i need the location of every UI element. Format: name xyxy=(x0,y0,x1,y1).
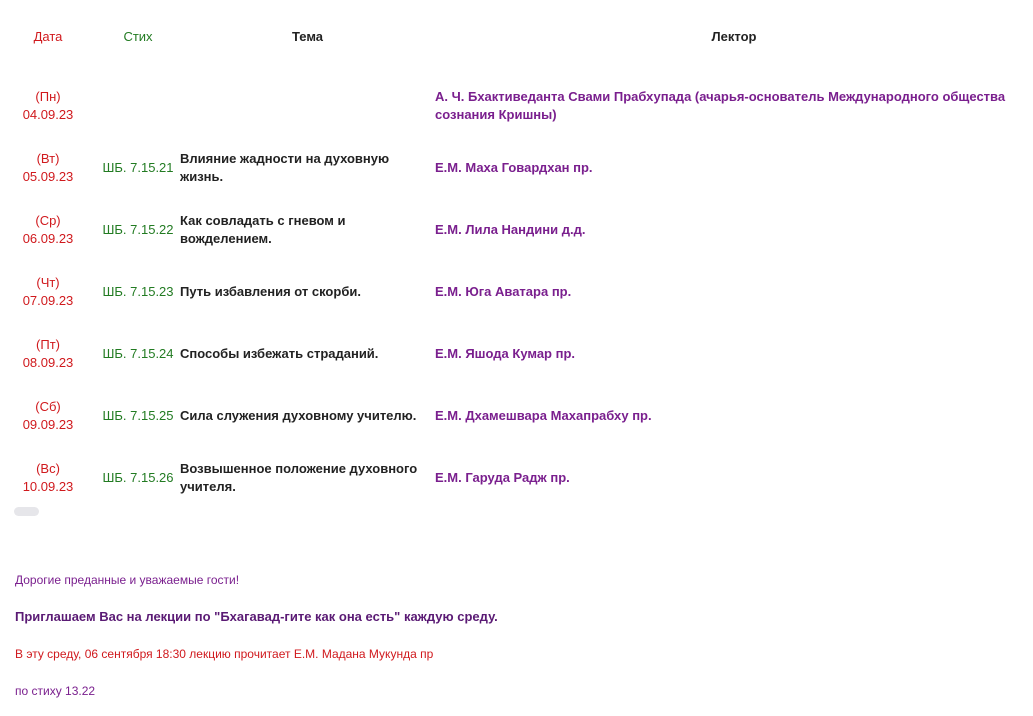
announcement-block xyxy=(15,572,1015,699)
date-cell xyxy=(0,75,96,137)
topic-cell: Сила служения духовному учителю. xyxy=(180,408,417,423)
table-row xyxy=(0,137,1033,199)
schedule-header-row xyxy=(0,0,1033,75)
announcement-this-week: В эту среду, 06 сентября 18:30 лекцию прочитает Е.М. Мадана Мукунда пр xyxy=(15,647,434,661)
announcement-verse: по стиху 13.22 xyxy=(15,684,96,698)
weekday: (Вт) xyxy=(36,151,60,166)
date-cell xyxy=(0,261,96,323)
lector-cell: Е.М. Гаруда Радж пр. xyxy=(435,470,570,485)
weekday: (Ср) xyxy=(35,213,61,228)
date: 04.09.23 xyxy=(22,107,74,122)
lector-cell: Е.М. Дхамешвара Махапрабху пр. xyxy=(435,408,652,423)
verse-cell: ШБ. 7.15.26 xyxy=(102,470,174,485)
table-row xyxy=(0,75,1033,137)
verse-cell: ШБ. 7.15.23 xyxy=(102,284,174,299)
date: 08.09.23 xyxy=(22,355,74,370)
date: 10.09.23 xyxy=(22,479,74,494)
date-cell xyxy=(0,385,96,447)
topic-cell xyxy=(180,75,435,137)
header-verse: Стих xyxy=(123,29,153,44)
table-row xyxy=(0,385,1033,447)
lector-cell: Е.М. Маха Говардхан пр. xyxy=(435,160,593,175)
date: 09.09.23 xyxy=(22,417,74,432)
weekday: (Вс) xyxy=(36,461,60,476)
horizontal-scrollbar-thumb[interactable] xyxy=(14,507,39,516)
date-cell xyxy=(0,199,96,261)
weekday: (Пн) xyxy=(35,89,61,104)
weekday: (Пт) xyxy=(36,337,60,352)
verse-cell: ШБ. 7.15.21 xyxy=(102,160,174,175)
announcement-invite: Приглашаем Вас на лекции по "Бхагавад-гите как она есть" каждую среду. xyxy=(15,609,498,624)
table-row xyxy=(0,447,1033,509)
header-date: Дата xyxy=(33,29,63,44)
topic-cell: Способы избежать страданий. xyxy=(180,346,379,361)
topic-cell: Влияние жадности на духовную жизнь. xyxy=(180,151,390,184)
topic-cell: Возвышенное положение духовного учителя. xyxy=(180,461,418,494)
date: 05.09.23 xyxy=(22,169,74,184)
verse-cell xyxy=(96,75,180,137)
verse-cell: ШБ. 7.15.25 xyxy=(102,408,174,423)
table-row xyxy=(0,323,1033,385)
lector-cell: Е.М. Лила Нандини д.д. xyxy=(435,222,586,237)
date: 06.09.23 xyxy=(22,231,74,246)
weekday: (Сб) xyxy=(35,399,61,414)
date-cell xyxy=(0,137,96,199)
date-cell xyxy=(0,323,96,385)
lector-cell: А. Ч. Бхактиведанта Свами Прабхупада (ачарья-основатель Международного общества сознания Кришны) xyxy=(435,89,1006,122)
lector-cell: Е.М. Яшода Кумар пр. xyxy=(435,346,576,361)
date-cell xyxy=(0,447,96,509)
lector-cell: Е.М. Юга Аватара пр. xyxy=(435,284,572,299)
topic-cell: Путь избавления от скорби. xyxy=(180,284,361,299)
verse-cell: ШБ. 7.15.22 xyxy=(102,222,174,237)
verse-cell: ШБ. 7.15.24 xyxy=(102,346,174,361)
header-topic: Тема xyxy=(291,29,324,44)
announcement-greeting: Дорогие преданные и уважаемые гости! xyxy=(15,573,240,587)
weekday: (Чт) xyxy=(36,275,60,290)
table-row xyxy=(0,199,1033,261)
table-row xyxy=(0,261,1033,323)
date: 07.09.23 xyxy=(22,293,74,308)
header-lector: Лектор xyxy=(711,29,757,44)
topic-cell: Как совладать с гневом и вожделением. xyxy=(180,213,346,246)
